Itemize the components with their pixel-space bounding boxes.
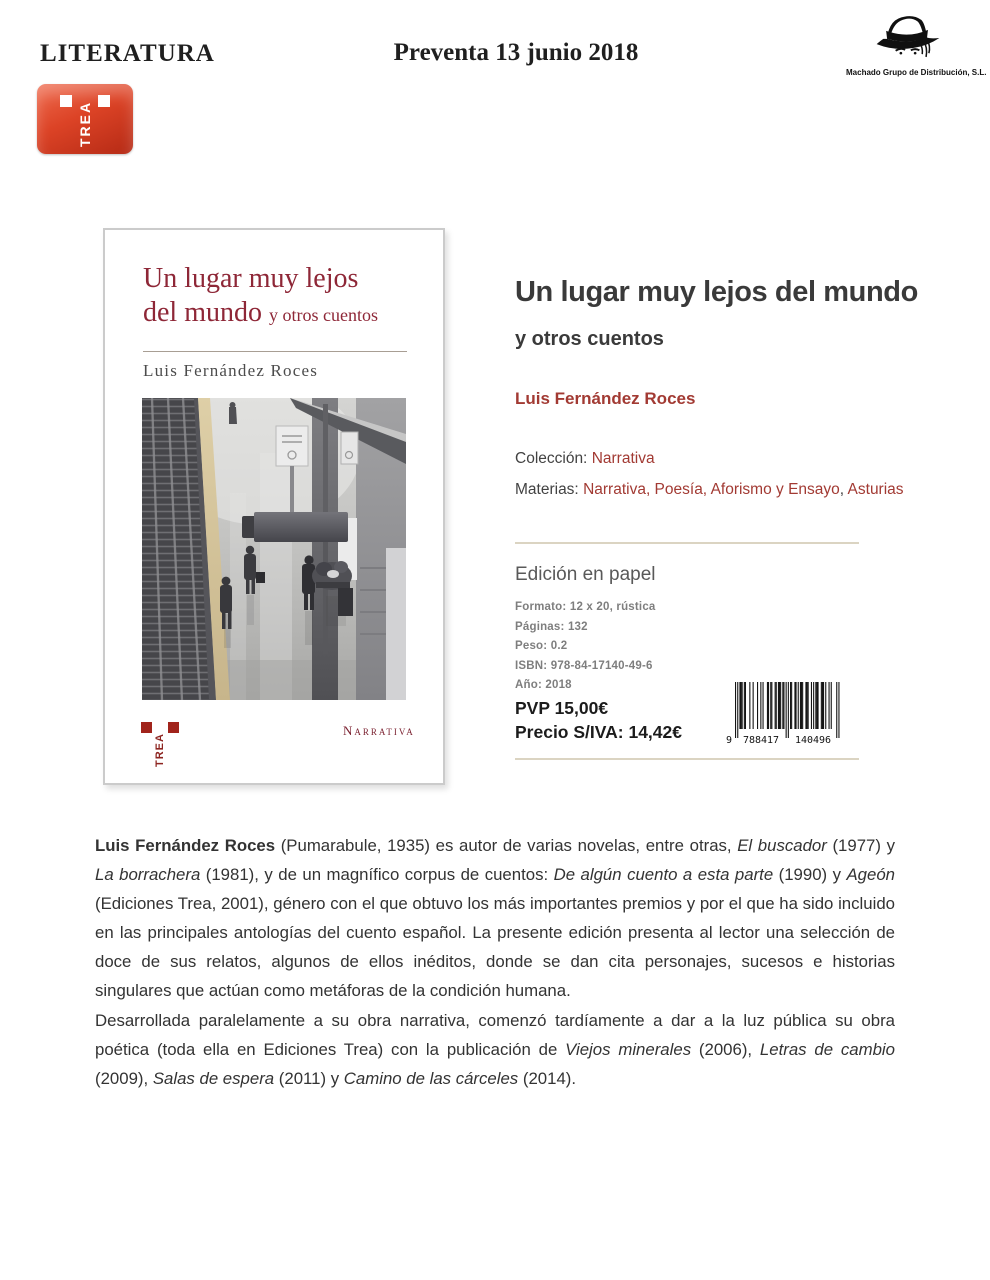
pvp-price: PVP 15,00€ xyxy=(515,698,609,718)
barcode-digit-first: 9 xyxy=(726,735,733,744)
logo-square-icon xyxy=(98,95,110,107)
subject-link-primary[interactable]: Narrativa, Poesía, Aforismo y Ensayo xyxy=(583,481,840,498)
collection-label: Colección: xyxy=(515,450,592,467)
divider xyxy=(515,542,859,544)
edition-heading: Edición en papel xyxy=(515,564,656,585)
spec-row-formato: Formato: 12 x 20, rústica xyxy=(515,601,656,613)
cover-artwork-station-painting xyxy=(142,398,406,700)
cover-imprint-logo xyxy=(138,719,182,769)
category-heading: LITERATURA xyxy=(40,40,215,67)
subjects-line xyxy=(515,481,904,499)
spec-row-paginas: Páginas: 132 xyxy=(515,620,588,633)
cover-title-line2: del mundo y otros cuentos xyxy=(143,297,378,328)
subjects-label: Materias: xyxy=(515,481,584,498)
logo-square-icon xyxy=(60,95,72,107)
subjects-separator: , xyxy=(839,481,848,498)
cover-collection-label: Narrativa xyxy=(343,723,415,738)
publisher-logo-text: TREA xyxy=(77,100,93,147)
logo-square-icon xyxy=(168,722,179,733)
cover-rule xyxy=(143,351,407,352)
book-subtitle: y otros cuentos xyxy=(515,328,664,350)
cover-title xyxy=(143,262,378,332)
presale-title: Preventa 13 junio 2018 xyxy=(393,39,639,66)
barcode-digits-group1: 788417 xyxy=(742,735,780,744)
cover-author: Luis Fernández Roces xyxy=(143,361,319,380)
publisher-logo xyxy=(37,84,133,154)
subject-link-secondary[interactable]: Asturias xyxy=(847,481,904,498)
spec-row-ano: Año: 2018 xyxy=(515,679,572,691)
author-link[interactable]: Luis Fernández Roces xyxy=(515,389,696,408)
cover-title-line1: Un lugar muy lejos xyxy=(143,263,359,294)
barcode-digits-group2: 140496 xyxy=(794,735,832,744)
bio-paragraph-1: Luis Fernández Roces (Pumarabule, 1935) es autor de varias novelas, entre otras, El buscador (1977) y La borrachera (1981), y de un magnífico corpus de cuentos: De algún cuento a esta parte (1990) y Ageón (Ediciones Trea, 2001), género con el que obtuvo los más importantes premios y por el que ha sido incluido en las principales antologías del cuento español. La presente edición presenta al lector una selección de doce de sus relatos, algunos de ellos inéditos, donde se dan cita personajes, sucesos e historias singulares que actúan como metáforas de la condición humana. xyxy=(95,836,896,1000)
book-title: Un lugar muy lejos del mundo xyxy=(515,276,918,308)
cover-title-suffix: y otros cuentos xyxy=(269,305,378,325)
logo-square-icon xyxy=(141,722,152,733)
bio-paragraph-2: Desarrollada paralelamente a su obra narrativa, comenzó tardíamente a dar a la luz pública su obra poética (toda ella en Ediciones Trea) con la publicación de Viejos minerales (2006), Letras de cambio (2009), Salas de espera (2011) y Camino de las cárceles (2014). xyxy=(95,1011,895,1088)
book-cover xyxy=(103,228,445,785)
collection-line xyxy=(515,450,655,468)
price-ex-vat: Precio S/IVA: 14,42€ xyxy=(515,722,682,742)
distributor-name: Machado Grupo de Distribución, S.L. xyxy=(846,68,987,77)
collection-link[interactable]: Narrativa xyxy=(591,450,655,467)
spec-row-isbn: ISBN: 978-84-17140-49-6 xyxy=(515,659,653,672)
edition-specs xyxy=(515,598,656,696)
cover-imprint-logo-text: TREA xyxy=(154,733,166,767)
machado-hat-icon xyxy=(870,12,946,62)
spec-row-peso: Peso: 0.2 xyxy=(515,640,568,652)
divider xyxy=(515,758,859,760)
seated-group xyxy=(312,561,352,590)
distributor-logo xyxy=(846,12,987,77)
author-biography xyxy=(95,831,895,1093)
isbn-barcode xyxy=(722,680,846,744)
